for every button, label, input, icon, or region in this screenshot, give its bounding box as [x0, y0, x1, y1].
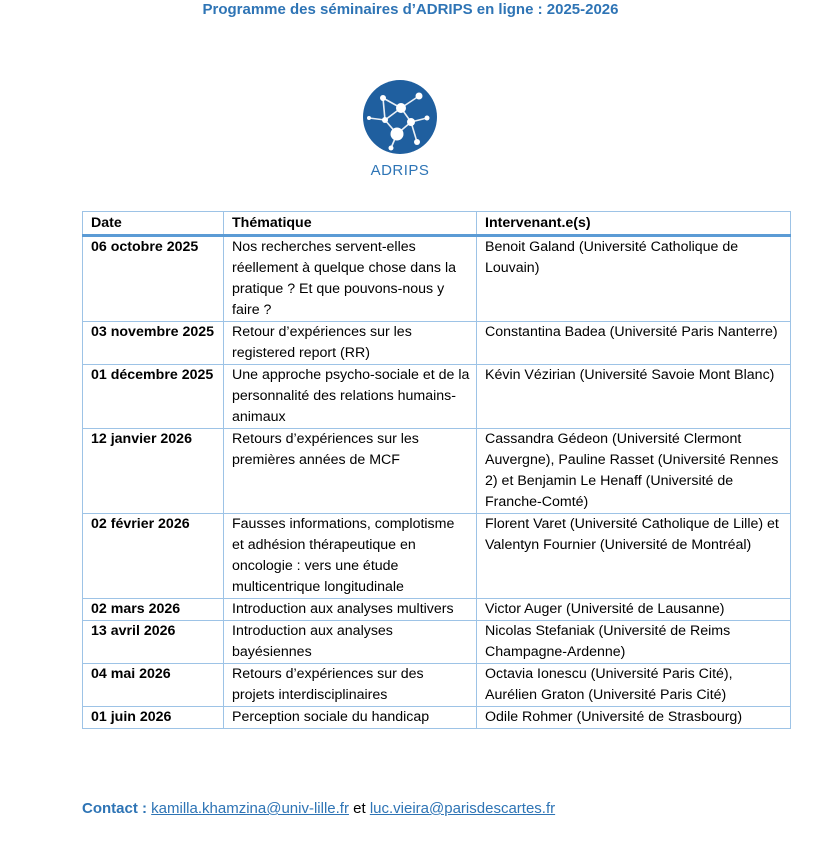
- row-speakers: Benoit Galand (Université Catholique de Louvain): [477, 236, 791, 322]
- header-date: Date: [83, 212, 224, 236]
- contact-joiner: et: [353, 800, 366, 817]
- row-date: 13 avril 2026: [83, 621, 224, 664]
- row-theme: Perception sociale du handicap: [224, 707, 477, 729]
- table-row: [83, 707, 791, 729]
- table-header-row: [83, 212, 791, 236]
- row-theme: Introduction aux analyses multivers: [224, 599, 477, 621]
- table-row: [83, 322, 791, 365]
- row-speakers: Odile Rohmer (Université de Strasbourg): [477, 707, 791, 729]
- row-speakers: Cassandra Gédeon (Université Clermont Auvergne), Pauline Rasset (Université Rennes 2) et Benjamin Le Henaff (Université de Franche-Comté): [477, 429, 791, 514]
- row-speakers: Kévin Vézirian (Université Savoie Mont Blanc): [477, 365, 791, 429]
- table-row: [83, 236, 791, 322]
- seminar-table: [82, 211, 791, 729]
- row-theme: Retours d’expériences sur les premières années de MCF: [224, 429, 477, 514]
- row-date: 02 mars 2026: [83, 599, 224, 621]
- contact-line: [82, 800, 555, 817]
- table-row: [83, 664, 791, 707]
- row-theme: Nos recherches servent-elles réellement à quelque chose dans la pratique ? Et que pouvons-nous y faire ?: [224, 236, 477, 322]
- page-title: Programme des séminaires d’ADRIPS en ligne : 2025-2026: [202, 1, 619, 18]
- row-speakers: Nicolas Stefaniak (Université de Reims Champagne-Ardenne): [477, 621, 791, 664]
- row-date: 04 mai 2026: [83, 664, 224, 707]
- row-date: 12 janvier 2026: [83, 429, 224, 514]
- table-row: [83, 429, 791, 514]
- row-speakers: Constantina Badea (Université Paris Nanterre): [477, 322, 791, 365]
- row-theme: Retour d’expériences sur les registered report (RR): [224, 322, 477, 365]
- contact-email-link-2[interactable]: luc.vieira@parisdescartes.fr: [369, 800, 556, 817]
- table-row: [83, 621, 791, 664]
- header-theme: Thématique: [224, 212, 477, 236]
- row-date: 01 décembre 2025: [83, 365, 224, 429]
- row-date: 03 novembre 2025: [83, 322, 224, 365]
- contact-email-link-1[interactable]: kamilla.khamzina@univ-lille.fr: [151, 800, 349, 817]
- row-speakers: Octavia Ionescu (Université Paris Cité), Aurélien Graton (Université Paris Cité): [477, 664, 791, 707]
- row-speakers: Florent Varet (Université Catholique de Lille) et Valentyn Fournier (Université de Montréal): [477, 514, 791, 599]
- row-date: 02 février 2026: [83, 514, 224, 599]
- row-theme: Retours d’expériences sur des projets interdisciplinaires: [224, 664, 477, 707]
- adrips-logo: [340, 74, 460, 184]
- table-row: [83, 365, 791, 429]
- row-theme: Une approche psycho-sociale et de la personnalité des relations humains-animaux: [224, 365, 477, 429]
- network-globe-icon: [361, 78, 439, 156]
- row-theme: Introduction aux analyses bayésiennes: [224, 621, 477, 664]
- row-theme: Fausses informations, complotisme et adhésion thérapeutique en oncologie : vers une étude multicentrique longitudinale: [224, 514, 477, 599]
- table-row: [83, 599, 791, 621]
- row-date: 01 juin 2026: [83, 707, 224, 729]
- row-speakers: Victor Auger (Université de Lausanne): [477, 599, 791, 621]
- row-date: 06 octobre 2025: [83, 236, 224, 322]
- header-speakers: Intervenant.e(s): [477, 212, 791, 236]
- contact-label: Contact :: [82, 800, 147, 817]
- table-row: [83, 514, 791, 599]
- logo-wordmark: ADRIPS: [370, 162, 430, 179]
